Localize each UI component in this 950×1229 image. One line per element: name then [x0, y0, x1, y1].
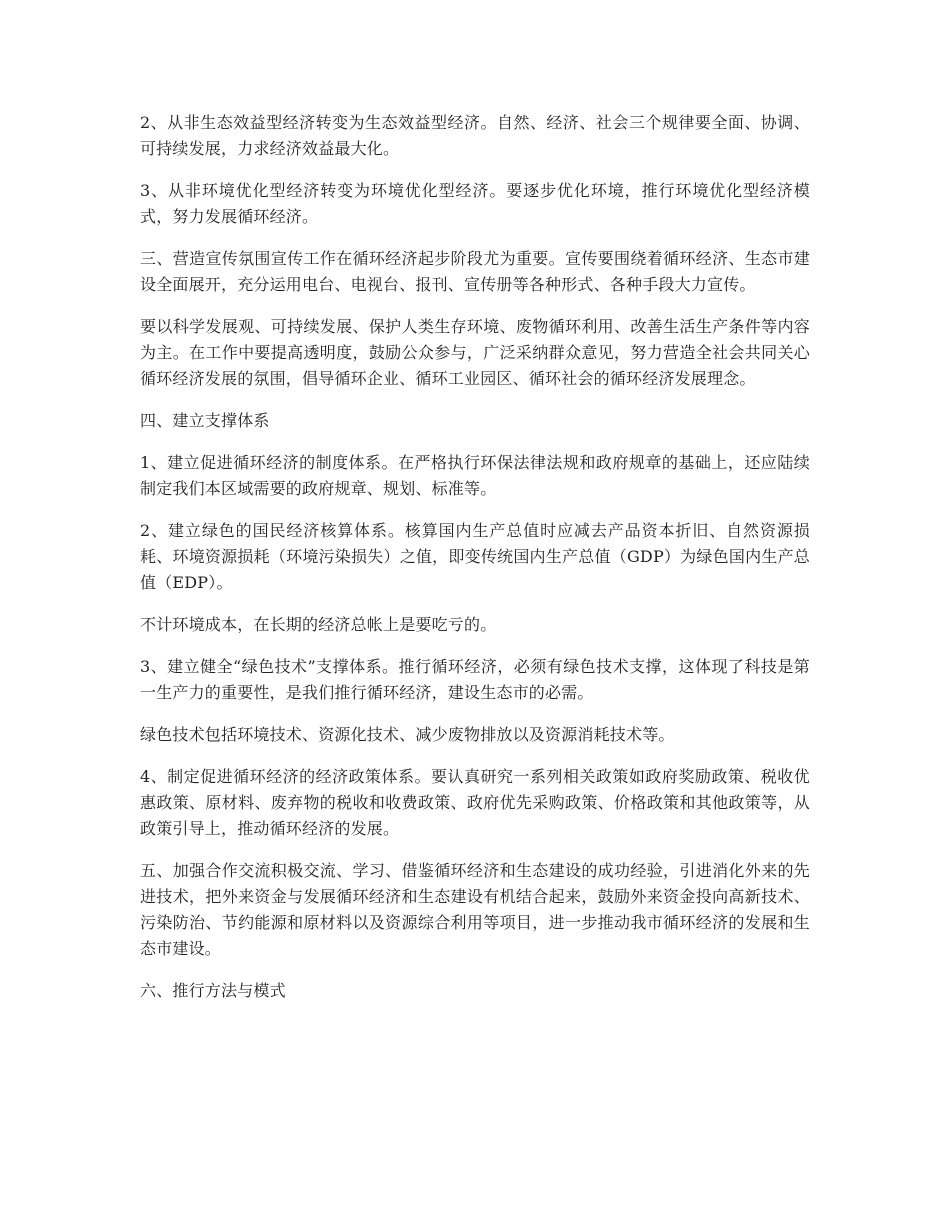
paragraph-green-technology: 3、建立健全“绿色技术”支撑体系。推行循环经济，必须有绿色技术支撑，这体现了科技是第一生产力的重要性，是我们推行循环经济，建设生态市的必需。 — [140, 657, 810, 702]
paragraph-economic-policy: 4、制定促进循环经济的经济政策体系。要认真研究一系列相关政策如政府奖励政策、税收优惠政策、原材料、废弃物的税收和收费政策、政府优先采购政策、价格政策和其他政策等，从政策引导上，推动循环经济的发展。 — [140, 767, 810, 838]
section-heading-methods-models: 六、推行方法与模式 — [140, 981, 286, 1000]
section-heading-support-system: 四、建立支撑体系 — [140, 411, 270, 430]
paragraph-institutional-system: 1、建立促进循环经济的制度体系。在严格执行环保法律法规和政府规章的基础上，还应陆续制定我们本区域需要的政府规章、规划、标准等。 — [140, 453, 810, 498]
paragraph-cooperation-exchange: 五、加强合作交流积极交流、学习、借鉴循环经济和生态建设的成功经验，引进消化外来的先进技术，把外来资金与发展循环经济和生态建设有机结合起来，鼓励外来资金投向高新技术、污染防治、节约能源和原材料以及资源综合利用等项目，进一步推动我市循环经济的发展和生态市建设。 — [140, 861, 810, 958]
paragraph-green-technology-scope: 绿色技术包括环境技术、资源化技术、减少废物排放以及资源消耗技术等。 — [140, 725, 675, 744]
paragraph-ecological-efficiency: 2、从非生态效益型经济转变为生态效益型经济。自然、经济、社会三个规律要全面、协调、可持续发展，力求经济效益最大化。 — [140, 113, 810, 158]
paragraph-environment-optimized: 3、从非环境优化型经济转变为环境优化型经济。要逐步优化环境，推行环境优化型经济模式，努力发展循环经济。 — [140, 181, 810, 226]
paragraph-publicity-content: 要以科学发展观、可持续发展、保护人类生存环境、废物循环利用、改善生活生产条件等内容为主。在工作中要提高透明度，鼓励公众参与，广泛采纳群众意见，努力营造全社会共同关心循环经济发展的氛围，倡导循环企业、循环工业园区、循环社会的循环经济发展理念。 — [140, 317, 810, 388]
paragraph-green-accounting: 2、建立绿色的国民经济核算体系。核算国内生产总值时应减去产品资本折旧、自然资源损耗、环境资源损耗（环境污染损失）之值，即变传统国内生产总值（GDP）为绿色国内生产总值（EDP）。 — [140, 521, 810, 592]
paragraph-environmental-cost: 不计环境成本，在长期的经济总帐上是要吃亏的。 — [140, 615, 497, 634]
document-body — [140, 110, 810, 1020]
paragraph-publicity-atmosphere: 三、营造宣传氛围宣传工作在循环经济起步阶段尤为重要。宣传要围绕着循环经济、生态市建设全面展开，充分运用电台、电视台、报刊、宣传册等各种形式、各种手段大力宣传。 — [140, 249, 810, 294]
